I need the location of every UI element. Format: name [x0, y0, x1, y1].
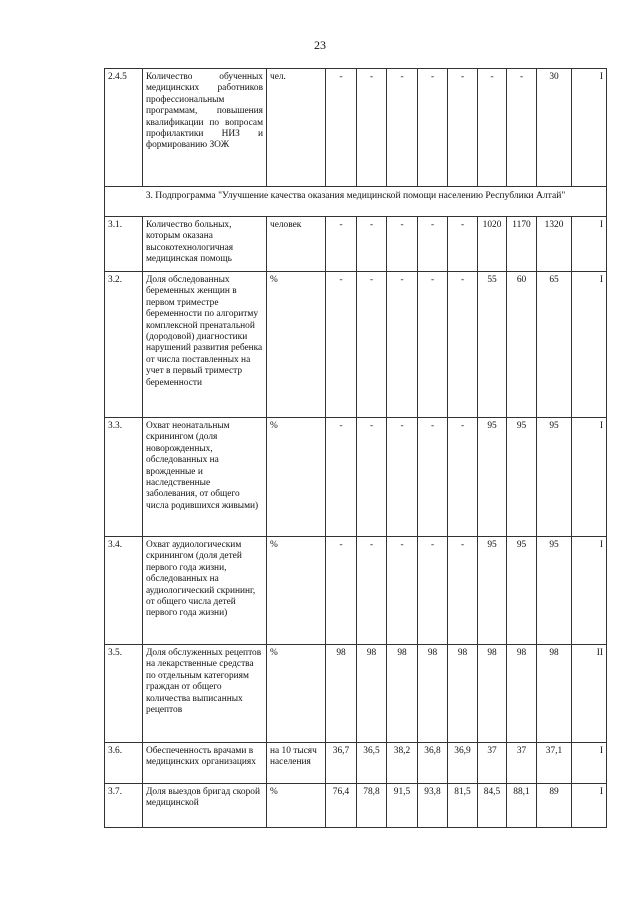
value-cell: 98 — [387, 645, 418, 743]
value-cell: 95 — [507, 418, 537, 537]
row-number: 3.1. — [105, 217, 143, 272]
category-cell: I — [572, 743, 607, 784]
category-cell: I — [572, 537, 607, 645]
value-cell: 1320 — [537, 217, 572, 272]
value-cell: 98 — [418, 645, 448, 743]
indicator-name: Количество больных, которым оказана высокотехнологичная медицинская помощь — [143, 217, 267, 272]
section-title: 3. Подпрограмма "Улучшение качества оказания медицинской помощи населению Республики Алтай" — [105, 187, 607, 217]
indicator-name: Обеспеченность врачами в медицинских организациях — [143, 743, 267, 784]
row-number: 3.6. — [105, 743, 143, 784]
category-cell: II — [572, 645, 607, 743]
unit-cell: чел. — [267, 69, 326, 187]
value-cell: 95 — [507, 537, 537, 645]
value-cell: 1170 — [507, 217, 537, 272]
indicator-name: Доля обследованных беременных женщин в первом триместре беременности по алгоритму комплексной пренатальной (дородовой) диагностики нарушений развития ребенка от числа поставленных на учет в первый триместр беременности — [143, 272, 267, 418]
unit-cell: % — [267, 784, 326, 828]
table-row — [105, 272, 607, 418]
table-row — [105, 645, 607, 743]
indicators-table — [104, 68, 607, 828]
value-cell: - — [387, 272, 418, 418]
row-number: 3.4. — [105, 537, 143, 645]
table-row — [105, 217, 607, 272]
value-cell: 76,4 — [326, 784, 357, 828]
value-cell: - — [357, 69, 387, 187]
value-cell: - — [357, 217, 387, 272]
table-row — [105, 537, 607, 645]
value-cell: 89 — [537, 784, 572, 828]
unit-cell: на 10 тысяч населения — [267, 743, 326, 784]
value-cell: - — [418, 272, 448, 418]
row-number: 2.4.5 — [105, 69, 143, 187]
indicator-name: Доля выездов бригад скорой медицинской — [143, 784, 267, 828]
indicator-name: Охват неонатальным скринингом (доля новорожденных, обследованных на врожденные и наследственные заболевания, от общего числа родившихся живыми) — [143, 418, 267, 537]
value-cell: 98 — [448, 645, 478, 743]
value-cell: - — [326, 537, 357, 645]
value-cell: - — [387, 418, 418, 537]
row-number: 3.7. — [105, 784, 143, 828]
value-cell: - — [418, 537, 448, 645]
value-cell: 81,5 — [448, 784, 478, 828]
value-cell: - — [357, 418, 387, 537]
table-row — [105, 69, 607, 187]
value-cell: 37 — [478, 743, 507, 784]
value-cell: - — [326, 418, 357, 537]
section-header-row — [105, 187, 607, 217]
value-cell: 98 — [326, 645, 357, 743]
value-cell: - — [387, 537, 418, 645]
value-cell: 95 — [537, 537, 572, 645]
value-cell: - — [326, 217, 357, 272]
value-cell: - — [448, 418, 478, 537]
value-cell: - — [326, 272, 357, 418]
unit-cell: % — [267, 418, 326, 537]
value-cell: - — [448, 272, 478, 418]
value-cell: - — [418, 217, 448, 272]
indicator-name: Доля обслуженных рецептов на лекарственные средства по отдельным категориям граждан от общего количества выписанных рецептов — [143, 645, 267, 743]
value-cell: 78,8 — [357, 784, 387, 828]
value-cell: 95 — [537, 418, 572, 537]
value-cell: 98 — [357, 645, 387, 743]
value-cell: - — [387, 217, 418, 272]
value-cell: 1020 — [478, 217, 507, 272]
value-cell: 91,5 — [387, 784, 418, 828]
indicator-name: Охват аудиологическим скринингом (доля детей первого года жизни, обследованных на аудиологический скрининг, от общего числа детей первого года жизни) — [143, 537, 267, 645]
value-cell: 38,2 — [387, 743, 418, 784]
value-cell: - — [507, 69, 537, 187]
value-cell: - — [448, 69, 478, 187]
table-row — [105, 743, 607, 784]
unit-cell: % — [267, 645, 326, 743]
value-cell: 84,5 — [478, 784, 507, 828]
value-cell: - — [418, 418, 448, 537]
unit-cell: человек — [267, 217, 326, 272]
value-cell: - — [326, 69, 357, 187]
unit-cell: % — [267, 537, 326, 645]
value-cell: 37 — [507, 743, 537, 784]
table-row — [105, 418, 607, 537]
value-cell: - — [448, 537, 478, 645]
value-cell: - — [448, 217, 478, 272]
category-cell: I — [572, 784, 607, 828]
value-cell: - — [478, 69, 507, 187]
row-number: 3.5. — [105, 645, 143, 743]
category-cell: I — [572, 217, 607, 272]
value-cell: 55 — [478, 272, 507, 418]
value-cell: 65 — [537, 272, 572, 418]
indicator-name: Количество обученных медицинских работников профессиональным программам, повышения квалификации по вопросам профилактики НИЗ и формированию ЗОЖ — [143, 69, 267, 187]
value-cell: 36,8 — [418, 743, 448, 784]
unit-cell: % — [267, 272, 326, 418]
value-cell: 98 — [507, 645, 537, 743]
category-cell: I — [572, 69, 607, 187]
page-number: 23 — [314, 38, 326, 52]
value-cell: 37,1 — [537, 743, 572, 784]
value-cell: 60 — [507, 272, 537, 418]
value-cell: - — [357, 272, 387, 418]
value-cell: 30 — [537, 69, 572, 187]
value-cell: 98 — [537, 645, 572, 743]
table-row — [105, 784, 607, 828]
value-cell: 95 — [478, 537, 507, 645]
value-cell: 36,9 — [448, 743, 478, 784]
value-cell: 88,1 — [507, 784, 537, 828]
category-cell: I — [572, 418, 607, 537]
row-number: 3.3. — [105, 418, 143, 537]
value-cell: 93,8 — [418, 784, 448, 828]
value-cell: 95 — [478, 418, 507, 537]
value-cell: - — [387, 69, 418, 187]
category-cell: I — [572, 272, 607, 418]
value-cell: 36,7 — [326, 743, 357, 784]
row-number: 3.2. — [105, 272, 143, 418]
value-cell: - — [418, 69, 448, 187]
value-cell: - — [357, 537, 387, 645]
value-cell: 36,5 — [357, 743, 387, 784]
value-cell: 98 — [478, 645, 507, 743]
